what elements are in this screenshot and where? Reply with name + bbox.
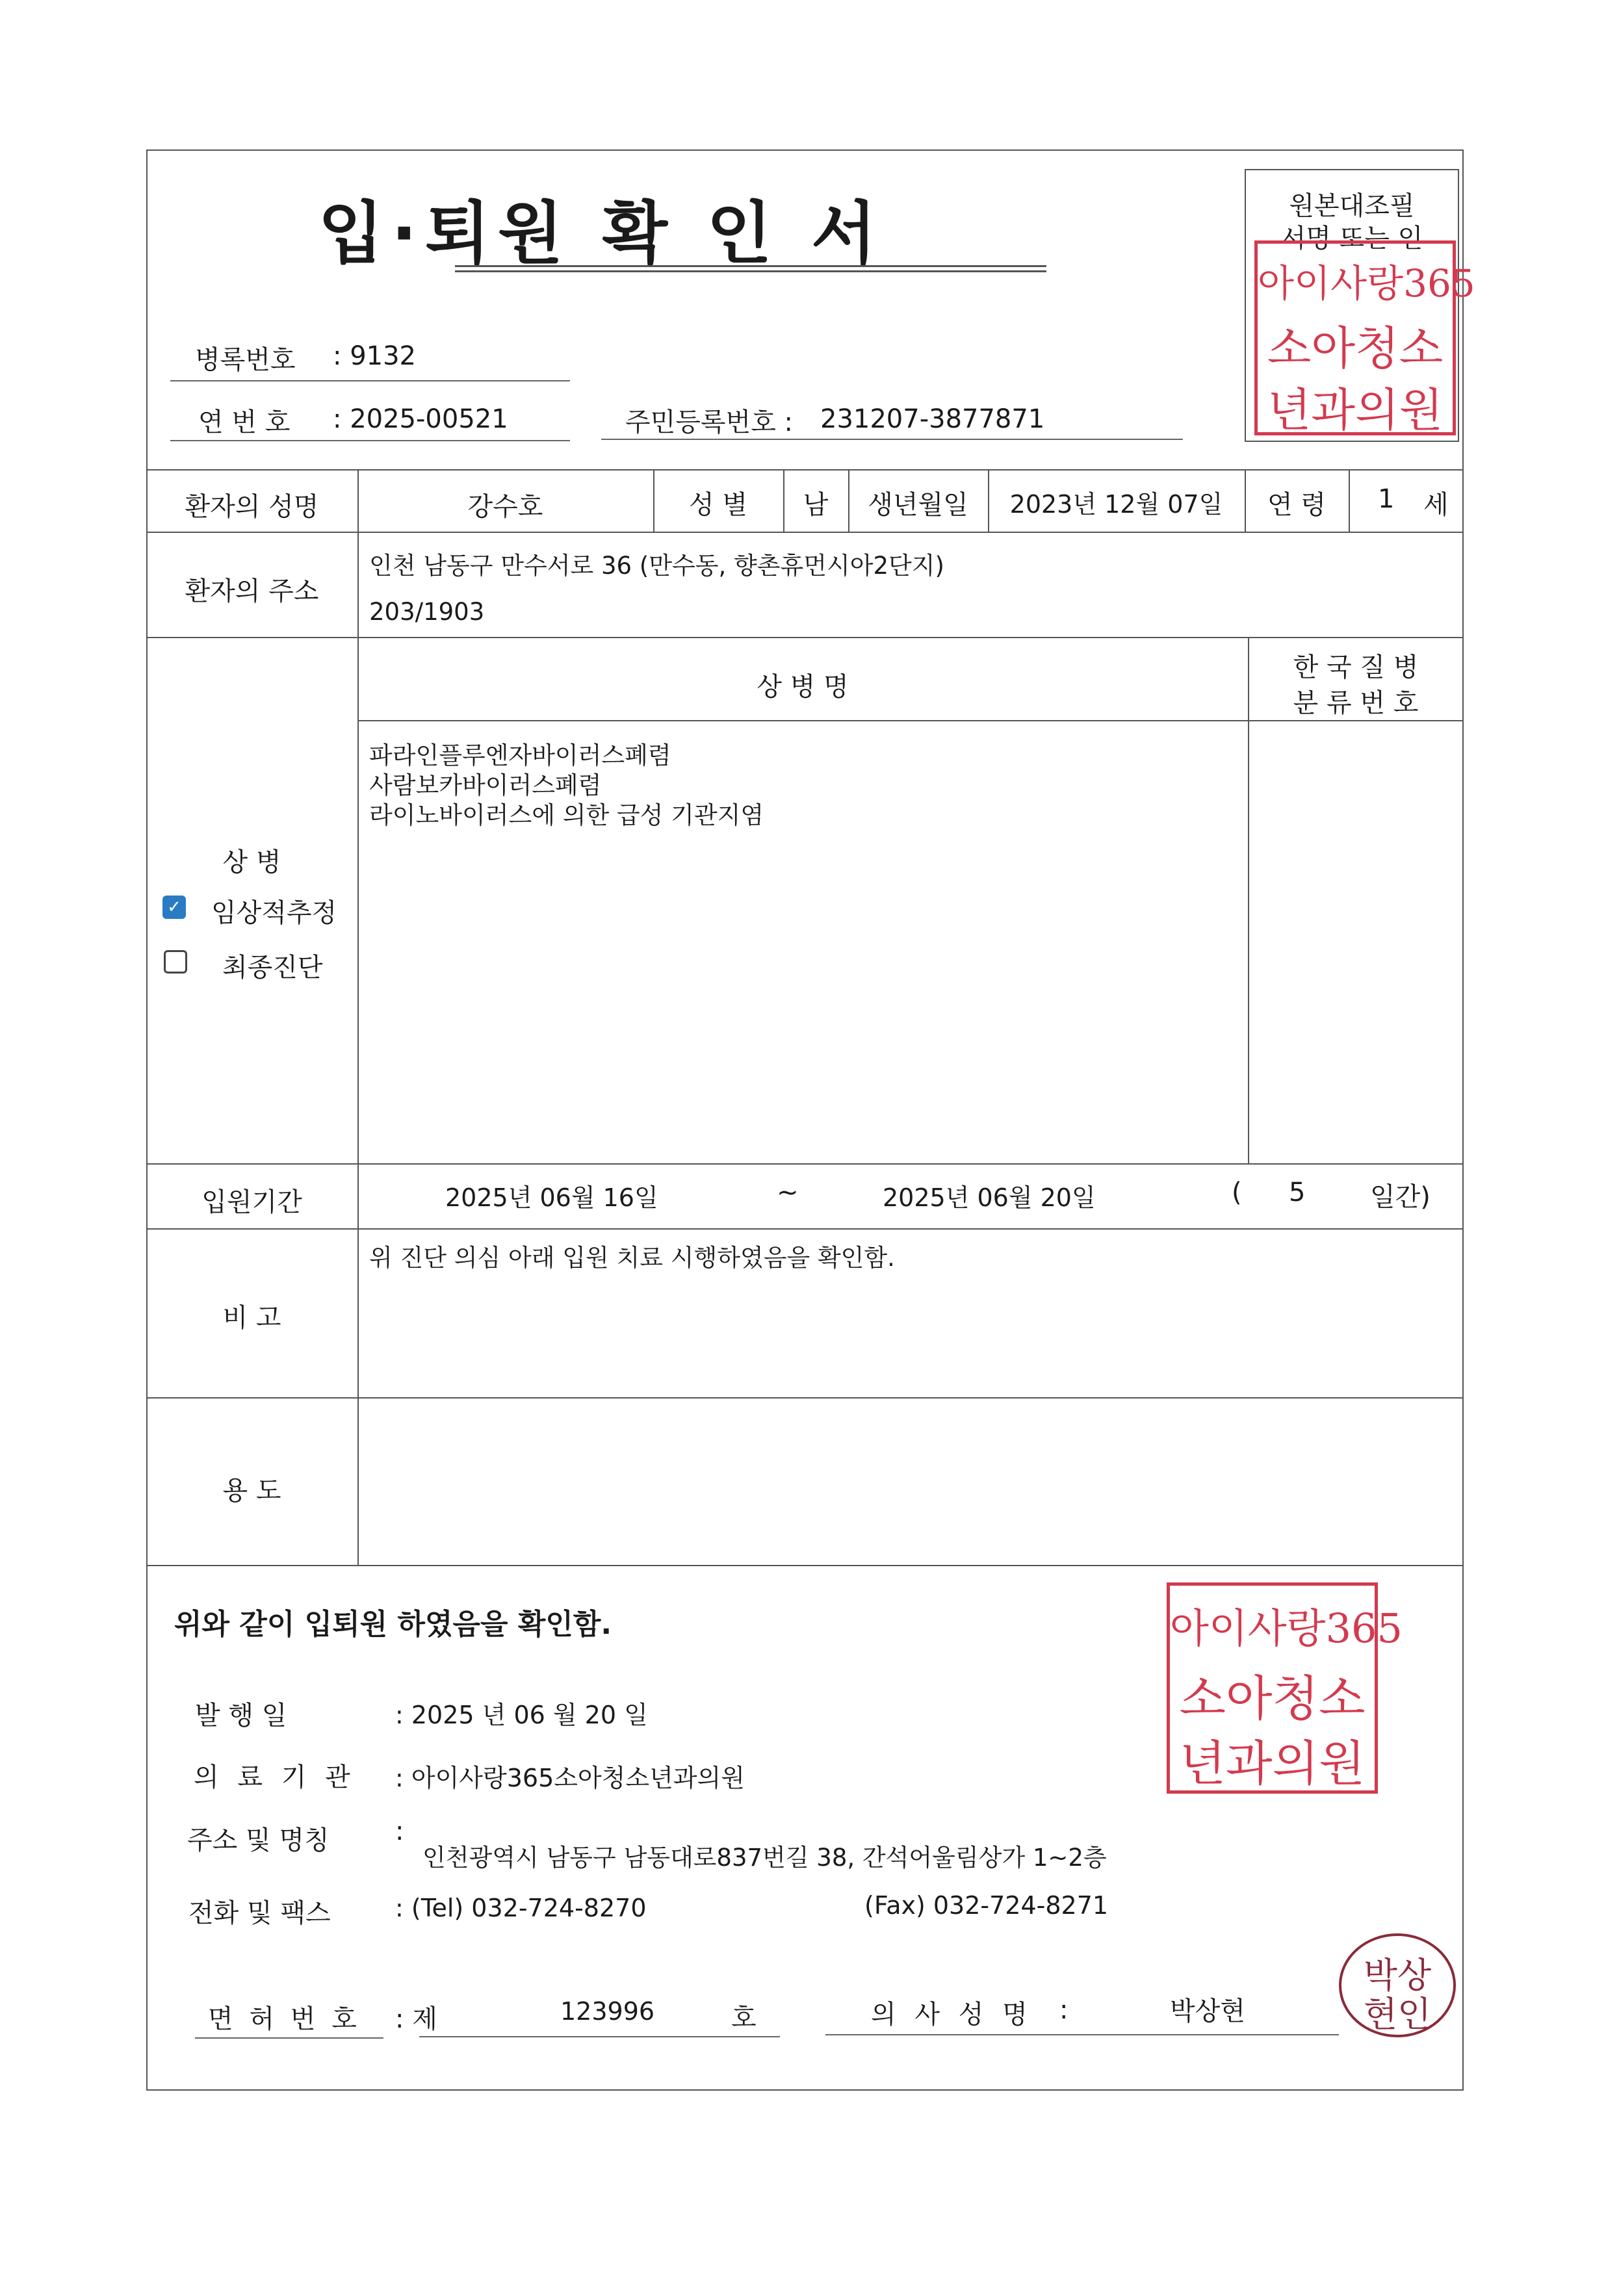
- clinic-stamp-text-2: 소아청소: [1267, 322, 1444, 375]
- row-line-address: [146, 637, 1464, 638]
- license-label-underline: [195, 2037, 383, 2039]
- remarks-label: 비 고: [222, 1303, 281, 1333]
- clinic-address: 인천광역시 남동구 남동대로837번길 38, 간석어울림상가 1~2층: [422, 1844, 1107, 1872]
- table-top-line: [146, 469, 1464, 471]
- patient-name-label: 환자의 성명: [185, 492, 319, 522]
- period-tilde: ~: [777, 1178, 799, 1207]
- doctor-colon: :: [1059, 1995, 1069, 2025]
- age-unit: 세: [1423, 490, 1449, 520]
- diagnosis-item: 파라인플루엔자바이러스폐렴: [369, 742, 671, 769]
- doctor-seal-text-1: 박상: [1363, 1955, 1432, 1996]
- document-title: 입·퇴원 확 인 서: [318, 194, 885, 273]
- doctor-seal: [1339, 1933, 1456, 2037]
- row-line-period: [146, 1228, 1464, 1230]
- clinic-stamp-text-3: 년과의원: [1267, 383, 1444, 437]
- address-line1: 인천 남동구 만수서로 36 (만수동, 향촌휴먼시아2단지): [369, 552, 944, 580]
- row-line-remarks: [146, 1397, 1464, 1399]
- diagnosis-section-label: 상 병: [222, 847, 281, 877]
- address-line2: 203/1903: [369, 598, 485, 626]
- diagnosis-name-header: 상 병 명: [757, 672, 849, 702]
- record-no-value: : 9132: [333, 341, 416, 371]
- license-underline: [419, 2036, 780, 2037]
- rrn-value: 231207-3877871: [820, 404, 1045, 434]
- issue-date-label: 발 행 일: [195, 1701, 287, 1731]
- sex-label: 성 별: [689, 490, 747, 520]
- address-label: 환자의 주소: [185, 576, 319, 606]
- age-col-line: [1349, 469, 1350, 532]
- serial-underline: [170, 440, 570, 441]
- clinic-stamp-text-1: 아이사랑365: [1258, 261, 1475, 305]
- dob-label: 생년월일: [868, 490, 968, 520]
- doctor-name: 박상현: [1170, 1996, 1245, 2026]
- admission-start-date: 2025년 06월 16일: [445, 1183, 658, 1212]
- dob-value: 2023년 12월 07일: [1009, 490, 1223, 519]
- admission-days: 5: [1289, 1178, 1306, 1207]
- admission-end-date: 2025년 06월 20일: [883, 1183, 1096, 1212]
- serial-value: : 2025-00521: [333, 404, 508, 434]
- diagnosis-header-line: [357, 720, 1464, 721]
- serial-label: 연 번 호: [198, 407, 291, 437]
- phone-value: : (Tel) 032-724-8270: [395, 1894, 647, 1922]
- sex-value: 남: [803, 490, 829, 520]
- license-suffix: 호: [731, 2003, 757, 2033]
- doctor-name-label: 의 사 성 명: [871, 2000, 1033, 2030]
- fax-value: (Fax) 032-724-8271: [864, 1891, 1109, 1920]
- clinic-stamp-text-2: 소아청소: [1179, 1671, 1366, 1727]
- label-column-line: [357, 469, 359, 1565]
- clinical-estimate-checkbox[interactable]: ✓: [162, 896, 186, 919]
- title-underline-2: [455, 270, 1046, 272]
- kcd-header-1: 한 국 질 병: [1293, 652, 1419, 682]
- remarks-text: 위 진단 의심 아래 입원 치료 시행하였음을 확인함.: [369, 1244, 895, 1272]
- title-underline: [455, 265, 1046, 267]
- doctor-seal-text-2: 현인: [1363, 1994, 1432, 2035]
- clinic-stamp-text-3: 년과의원: [1179, 1736, 1366, 1792]
- diagnosis-item: 사람보카바이러스폐렴: [369, 771, 602, 799]
- days-unit: 일간): [1370, 1182, 1431, 1212]
- phone-fax-label: 전화 및 팩스: [188, 1898, 331, 1928]
- final-diagnosis-label: 최종진단: [222, 953, 323, 983]
- final-diagnosis-checkbox[interactable]: [164, 950, 187, 974]
- row-line-purpose: [146, 1565, 1464, 1566]
- clinic-stamp-footer: [1167, 1582, 1403, 1794]
- issue-date-value: : 2025 년 06 월 20 일: [395, 1701, 648, 1729]
- confirmation-statement: 위와 같이 입퇴원 하였음을 확인함.: [174, 1608, 612, 1641]
- rrn-underline: [601, 439, 1183, 440]
- license-prefix: : 제: [395, 2004, 437, 2034]
- row-line-diagnosis: [146, 1163, 1464, 1165]
- address-colon: :: [395, 1816, 404, 1846]
- rrn-label: 주민등록번호 :: [625, 407, 794, 437]
- institution-label: 의 료 기 관: [194, 1762, 356, 1792]
- days-open-paren: (: [1232, 1178, 1242, 1207]
- row-line-name: [146, 532, 1464, 533]
- clinic-stamp-top: [1254, 240, 1475, 437]
- patient-name-value: 강수호: [467, 492, 543, 522]
- clinical-estimate-label: 임상적추정: [211, 898, 337, 928]
- age-label: 연 령: [1267, 490, 1326, 520]
- clinic-stamp-text-1: 아이사랑365: [1170, 1605, 1403, 1652]
- purpose-label: 용 도: [222, 1476, 281, 1506]
- address-name-label: 주소 및 명칭: [187, 1825, 330, 1855]
- doctor-underline: [825, 2034, 1339, 2035]
- record-no-label: 병록번호: [195, 345, 296, 375]
- diagnosis-item: 라이노바이러스에 의한 급성 기관지염: [369, 801, 764, 829]
- kcd-header-2: 분 류 번 호: [1293, 688, 1419, 718]
- license-number: 123996: [560, 1997, 655, 2026]
- signature-label: 서명 또는 인: [1280, 224, 1423, 253]
- license-label: 면 허 번 호: [208, 2004, 361, 2034]
- institution-value: : 아이사랑365소아청소년과의원: [395, 1764, 745, 1792]
- verification-label: 원본대조필: [1289, 191, 1415, 221]
- age-value: 1: [1378, 484, 1395, 514]
- record-no-underline: [170, 380, 570, 381]
- admission-period-label: 입원기간: [201, 1187, 302, 1217]
